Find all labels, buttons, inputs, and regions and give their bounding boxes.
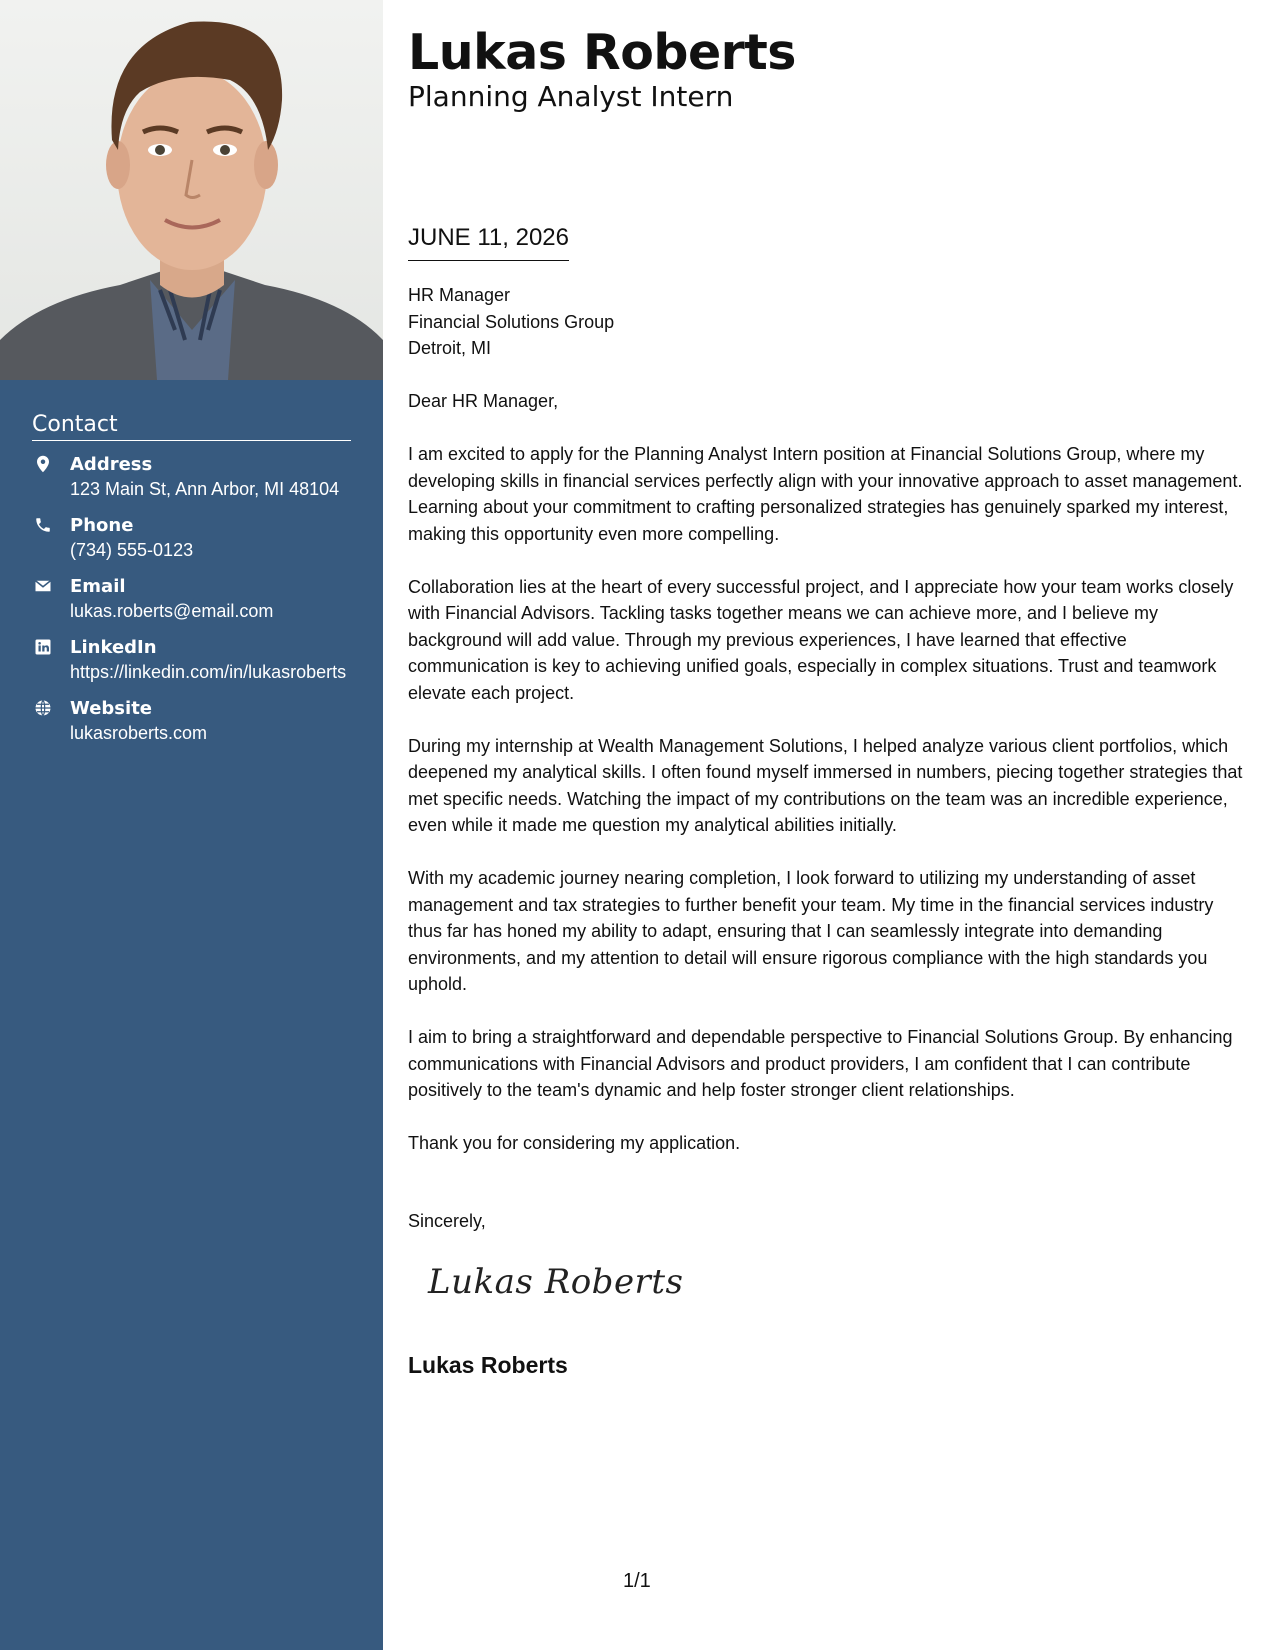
contact-email <box>32 575 351 623</box>
recipient-title: HR Manager <box>408 285 511 305</box>
profile-photo <box>0 0 383 380</box>
paragraph: Thank you for considering my application. <box>408 1133 741 1153</box>
linkedin-value[interactable]: https://linkedin.com/in/lukasroberts <box>70 662 347 682</box>
paragraph: I am excited to apply for the Planning Analyst Intern position at Financial Solutions Group, where my developing skills in financial services perfectly align with your innovative approach to asset management. Learning about your commitment to crafting personalized strategies has genuinely sparked my interest, making this opportunity even more compelling. <box>408 444 1243 544</box>
globe-icon <box>32 697 70 717</box>
contact-label: Website <box>70 698 153 719</box>
contact-section <box>32 412 351 758</box>
applicant-name: Lukas Roberts <box>408 24 796 81</box>
paragraph: During my internship at Wealth Management Solutions, I helped analyze various client portfolios, which deepened my analytical skills. I often found myself immersed in numbers, piecing together strategies that met specific needs. Watching the impact of my contributions on the team was an incredible experience, even while it made me question my analytical abilities initially. <box>408 735 1243 835</box>
contact-website <box>32 697 351 745</box>
signed-name: Lukas Roberts <box>408 1352 568 1378</box>
email-value[interactable]: lukas.roberts@email.com <box>70 601 274 621</box>
contact-phone <box>32 514 351 562</box>
envelope-icon <box>32 575 70 595</box>
portrait-illustration <box>0 0 383 380</box>
closing: Sincerely, <box>408 1211 486 1231</box>
phone-value[interactable]: (734) 555-0123 <box>70 540 194 560</box>
contact-heading: Contact <box>32 412 351 441</box>
website-value[interactable]: lukasroberts.com <box>70 723 208 743</box>
salutation: Dear HR Manager, <box>408 391 559 411</box>
contact-address <box>32 453 351 501</box>
contact-label: Email <box>70 576 126 597</box>
recipient-company: Financial Solutions Group <box>408 311 615 332</box>
paragraph: Collaboration lies at the heart of every successful project, and I appreciate how your team works closely with Financial Advisors. Tackling tasks together means we can achieve more, and I believe my background will add value. Through my previous experiences, I have learned that effective communication is key to achieving unified goals, especially in complex situations. Trust and teamwork elevate each project. <box>408 576 1234 703</box>
signature: Lukas Roberts <box>428 1262 684 1302</box>
letter-header <box>408 24 1243 114</box>
contact-linkedin <box>32 636 351 684</box>
page-number: 1/1 <box>623 1570 651 1592</box>
applicant-role: Planning Analyst Intern <box>408 80 734 113</box>
letter-date: JUNE 11, 2026 <box>408 222 569 261</box>
map-pin-icon <box>32 453 70 473</box>
letter-body <box>408 388 1246 1183</box>
linkedin-icon <box>32 636 70 656</box>
phone-icon <box>32 514 70 534</box>
recipient-location: Detroit, MI <box>408 338 492 358</box>
contact-label: Phone <box>70 515 134 536</box>
contact-label: LinkedIn <box>70 637 157 658</box>
sidebar <box>0 0 383 1650</box>
paragraph: I aim to bring a straightforward and dependable perspective to Financial Solutions Group. By enhancing communications with Financial Advisors and product providers, I am confident that I can contribute positively to the team's dynamic and help foster stronger client relationships. <box>408 1027 1233 1100</box>
contact-label: Address <box>70 454 153 475</box>
address-value: 123 Main St, Ann Arbor, MI 48104 <box>70 479 340 499</box>
paragraph: With my academic journey nearing completion, I look forward to utilizing my understanding of asset management and tax strategies to further benefit your team. My time in the financial services industry thus far has honed my ability to adapt, ensuring that I can seamlessly integrate into demanding environments, and my attention to detail will ensure rigorous compliance with the high standards you uphold. <box>408 868 1214 994</box>
recipient-block <box>408 282 614 362</box>
